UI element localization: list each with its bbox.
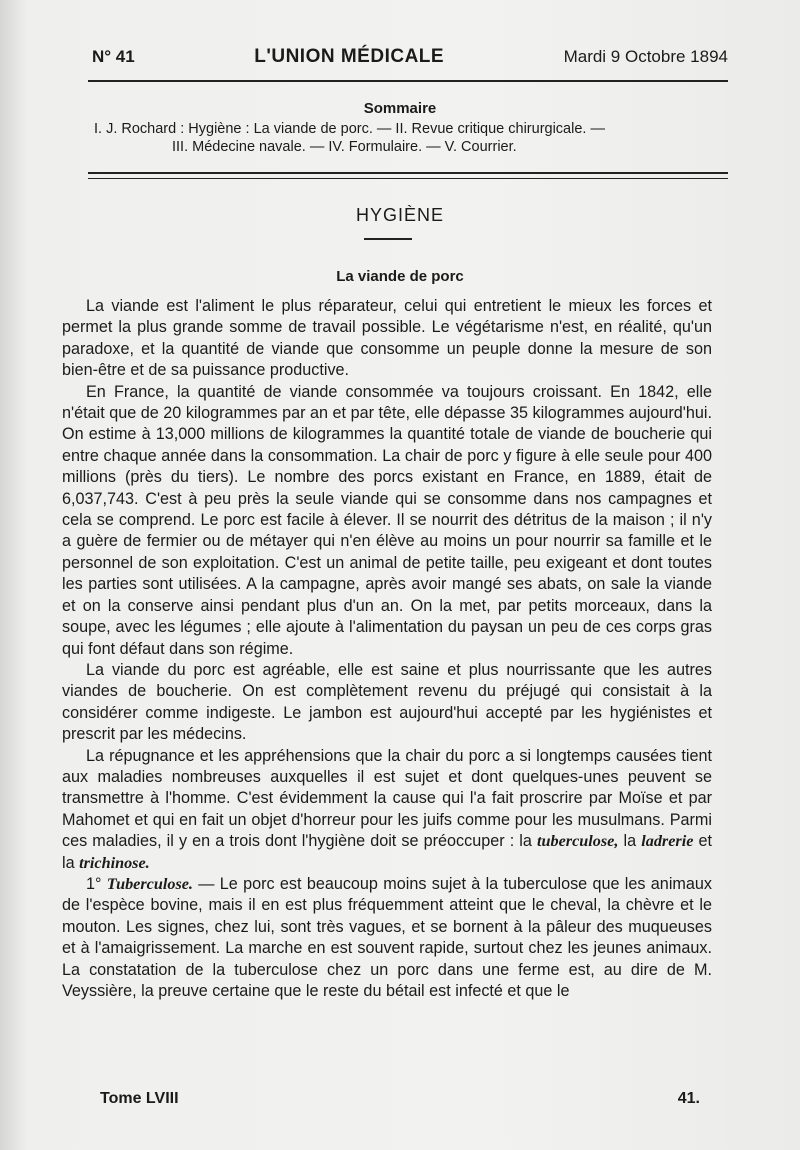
page-number: 41. (677, 1090, 700, 1107)
section-title: HYGIÈNE (355, 205, 445, 225)
section-underline (364, 238, 412, 240)
paragraph-1: La viande est l'aliment le plus réparateur, celui qui entretient le mieux les forces et permet la plus grande somme de travail possible. Le végétarisme n'est, en réalité, qu'un paradoxe, et la quantité de viande que consomme un peuple donne la mesure de son bien-être et de sa puissance productive. (62, 297, 712, 380)
term-tuberculose-heading: Tuberculose. (106, 874, 193, 893)
page-footer (100, 1090, 700, 1108)
paragraph-4-conj-2: et la (62, 832, 712, 872)
paragraph-4 (62, 746, 712, 874)
article-title: La viande de porc (336, 268, 464, 285)
term-ladrerie: ladrerie (641, 832, 694, 851)
sommaire-contents (94, 120, 726, 156)
paragraph-5 (62, 874, 712, 1002)
term-trichinose: trichinose. (79, 853, 150, 872)
tome-label: Tome LVIII (100, 1090, 179, 1107)
issue-number: N° 41 (92, 47, 135, 66)
sommaire-line-2: III. Médecine navale. — IV. Formulaire. — V. Courrier. (172, 139, 517, 155)
sommaire-title: Sommaire (363, 100, 437, 117)
term-tuberculose: tuberculose, (537, 832, 619, 851)
page-header (92, 46, 728, 74)
paragraph-5-number: 1° (86, 874, 107, 893)
issue-date: Mardi 9 Octobre 1894 (563, 47, 728, 66)
header-rule (88, 80, 728, 82)
journal-title: L'UNION MÉDICALE (254, 46, 445, 67)
paragraph-2: En France, la quantité de viande consommée va toujours croissant. En 1842, elle n'était que de 20 kilogrammes par an et par tête, elle dépasse 35 kilogrammes aujourd'hui. On estime à 13,000 millions de kilogrammes la quantité totale de viande de boucherie qui entre chaque année dans la consommation. La chair de porc y figure à elle seule pour 400 millions (près du tiers). Le nombre des porcs existant en France, en 1889, était de 6,037,743. C'est à peu près la seule viande qui se consomme dans nos campagnes et cela se comprend. Le porc est facile à élever. Il se nourrit des détritus de la maison ; il n'y a guère de fermier ou de métayer qui n'en élève au moins un pour nourrir sa famille et le personnel de son exploitation. C'est un animal de petite taille, peu exigeant et dont toutes les parties sont utilisées. A la campagne, après avoir mangé ses abats, on sale la viande et on la conserve ainsi pendant plus d'un an. On la met, par petits morceaux, dans la soupe, avec les légumes ; elle ajoute à l'alimentation du paysan un peu de ces corps gras qui font défaut dans son régime. (62, 382, 712, 658)
sommaire-rule-top (88, 172, 728, 174)
sommaire-rule-bottom (88, 178, 728, 179)
paragraph-5-text: — Le porc est beaucoup moins sujet à la tuberculose que les animaux de l'espèce bovine, mais il en est plus fréquemment atteint que le cheval, la chèvre et le mouton. Les signes, chez lui, sont très vagues, et se bornent à la pâleur des muqueuses et à l'amaigrissement. La marche en est souvent rapide, surtout chez les jeunes animaux. La constatation de la tuberculose chez un porc dans une ferme est, au dire de M. Veyssière, la preuve certaine que le reste du bétail est infecté et que le (62, 874, 712, 1000)
sommaire-line-1: I. J. Rochard : Hygiène : La viande de porc. — II. Revue critique chirurgicale. — (94, 121, 605, 137)
paragraph-4-text: La répugnance et les appréhensions que la chair du porc a si longtemps causées tient aux maladies nombreuses auxquelles il est sujet et dont quelques-unes peuvent se transmettre à l'homme. C'est évidemment la cause qui l'a fait proscrire par Moïse et par Mahomet et qui en fait un objet d'horreur pour les juifs comme pour les musulmans. Parmi ces maladies, il y en a trois dont l'hygiène doit se préoccuper : la (62, 746, 712, 851)
paragraph-3: La viande du porc est agréable, elle est saine et plus nourrissante que les autres viandes de boucherie. On est complètement revenu du préjugé qui consistait à la considérer comme indigeste. Le jambon est aujourd'hui accepté par les hygiénistes et prescrit par les médecins. (62, 660, 712, 744)
paragraph-4-conj-1: la (618, 832, 642, 851)
article-body (62, 296, 712, 1002)
